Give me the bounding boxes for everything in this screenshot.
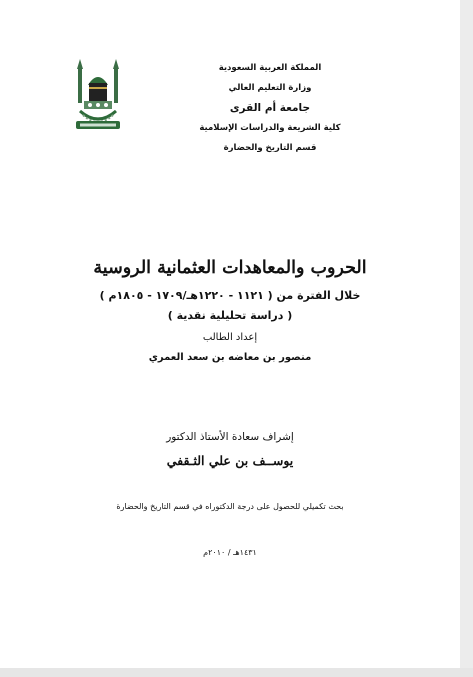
kingdom-label: المملكة العربية السعودية xyxy=(218,63,322,73)
department-label: قسم التاريخ والحضارة xyxy=(223,143,317,153)
study-type: ( دراسة تحليلية نقدية ) xyxy=(167,309,293,322)
prepared-by-label: إعداد الطالب xyxy=(202,332,258,343)
institution-header xyxy=(175,58,365,158)
thesis-date: ١٤٣١هـ / ٢٠١٠م xyxy=(203,548,257,557)
college-label: كلية الشريعة والدراسات الإسلامية xyxy=(199,123,341,133)
page-edge-right xyxy=(460,0,473,677)
university-label: جامعة أم القرى xyxy=(229,102,311,114)
student-name: منصور بن معاضه بن سعد العمري xyxy=(148,352,312,363)
supervisor-name: يوســف بن علي الثـقفي xyxy=(166,453,294,468)
umm-al-qura-university-emblem-icon xyxy=(74,55,122,133)
supervision-label: إشراف سعادة الأستاذ الدكتور xyxy=(166,431,294,443)
page-edge-bottom xyxy=(0,668,473,677)
thesis-title: الحروب والمعاهدات العثمانية الروسية xyxy=(93,258,367,278)
ministry-label: وزارة التعليم العالي xyxy=(228,83,312,93)
thesis-period: خلال الفترة من ( ١١٢١ - ١٢٢٠هـ/١٧٠٩ - ١٨٠٥م ) xyxy=(99,289,361,302)
thesis-purpose: بحث تكميلي للحصول على درجة الدكتوراه في قسم التاريخ والحضارة xyxy=(116,502,344,511)
